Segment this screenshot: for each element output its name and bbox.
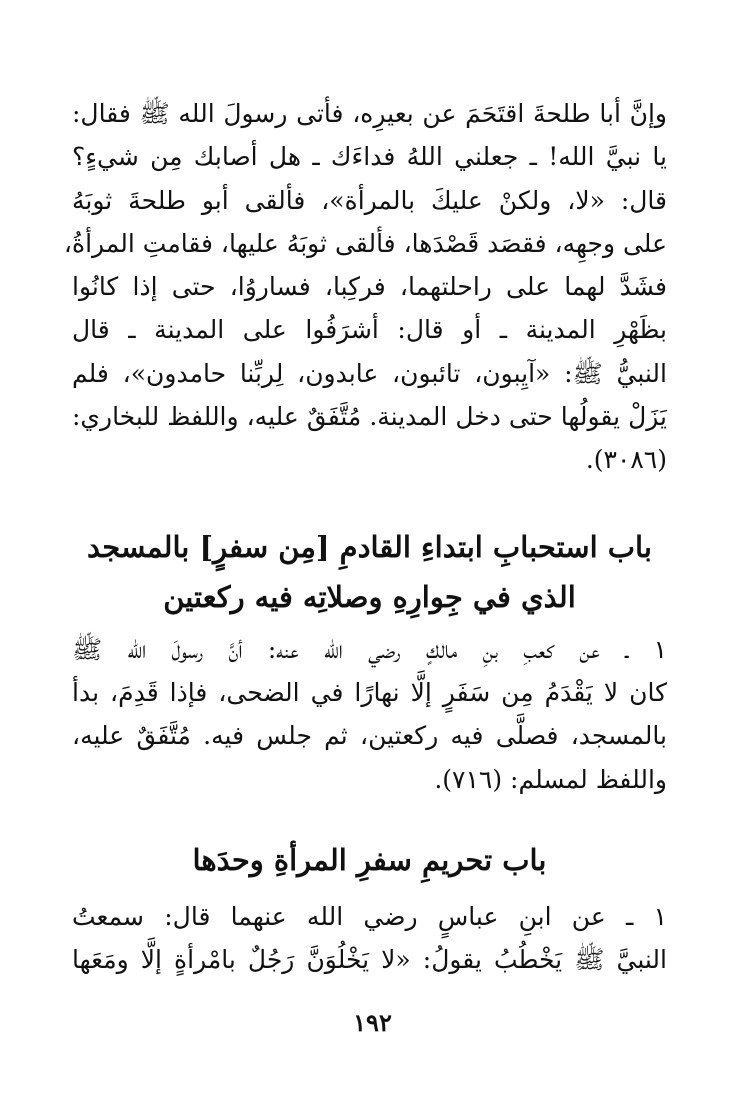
chapter-heading-mosque bbox=[72, 522, 667, 622]
heading-line: باب تحريمِ سفرِ المرأةِ وحدَها bbox=[192, 842, 547, 877]
chapter-heading-woman-travel bbox=[72, 835, 667, 885]
text-line: يا نبيَّ الله! ـ جعلني اللهُ فداءَك ـ هل أصابك مِن شيءٍ؟ bbox=[72, 142, 667, 172]
text-line: بظَهْرِ المدينة ـ أو قال: أشرَفُوا على المدينة ـ قال bbox=[72, 315, 667, 345]
text-line: وإنَّ أبا طلحةَ اقتَحَمَ عن بعيرِه، فأتى رسولَ الله ﷺ فقال: bbox=[72, 99, 667, 128]
heading-line: الذي في جِوارِهِ وصلاتِه فيه ركعتين bbox=[163, 579, 576, 614]
text-line: النبيُّ ﷺ: «آيِبون، تائبون، عابدون، لِربِّنا حامدون»، فلم bbox=[72, 358, 667, 388]
text-line: بالمسجد، فصلَّى فيه ركعتين، ثم جلس فيه. مُتَّفَقٌ عليه، bbox=[72, 721, 667, 751]
heading-line: باب استحبابِ ابتداءِ القادمِ [مِن سفرٍ] بالمسجد bbox=[87, 529, 652, 564]
text-line: النبيَّ ﷺ يَخْطُبُ يقولُ: «لا يَخْلُوَنَّ رَجُلٌ بامْرأةٍ إلَّا ومَعَها bbox=[72, 945, 667, 975]
text-line: ١ ـ عن كعبِ بنِ مالكٍ رضي الله عنه: أنَّ رسولَ الله ﷺ bbox=[72, 634, 667, 664]
text-line: (٣٠٨٦). bbox=[585, 445, 667, 475]
text-line: على وجهِه، فقصَد قَصْدَها، فألقى ثوبَهُ عليها، فقامتِ المرأةُ، bbox=[63, 228, 667, 258]
paragraph-hadith-kaab bbox=[72, 628, 667, 801]
text-line: فشَدَّ لهما على راحلتهما، فركِبا، فساروُا، حتى إذا كانُوا bbox=[72, 272, 667, 302]
text-line: قال: «لا، ولكنْ عليكَ بالمرأة»، فألقى أبو طلحةَ ثوبَهُ bbox=[72, 185, 667, 215]
text-line: كان لا يَقْدَمُ مِن سَفَرٍ إلَّا نهارًا في الضحى، فإذا قَدِمَ، بدأ bbox=[72, 677, 667, 707]
text-line: واللفظ لمسلم: (٧١٦). bbox=[434, 764, 667, 794]
paragraph-hadith-ibn-abbas bbox=[72, 895, 667, 982]
paragraph-hadith-continuation bbox=[63, 92, 667, 482]
text-line: ١ ـ عن ابنِ عباسٍ رضي الله عنهما قال: سمعتُ bbox=[72, 901, 667, 931]
text-line: يَزَلْ يقولُها حتى دخل المدينة. مُتَّفَقٌ عليه، واللفظ للبخاري: bbox=[72, 402, 667, 432]
page-number: ١٩٢ bbox=[353, 1008, 392, 1037]
